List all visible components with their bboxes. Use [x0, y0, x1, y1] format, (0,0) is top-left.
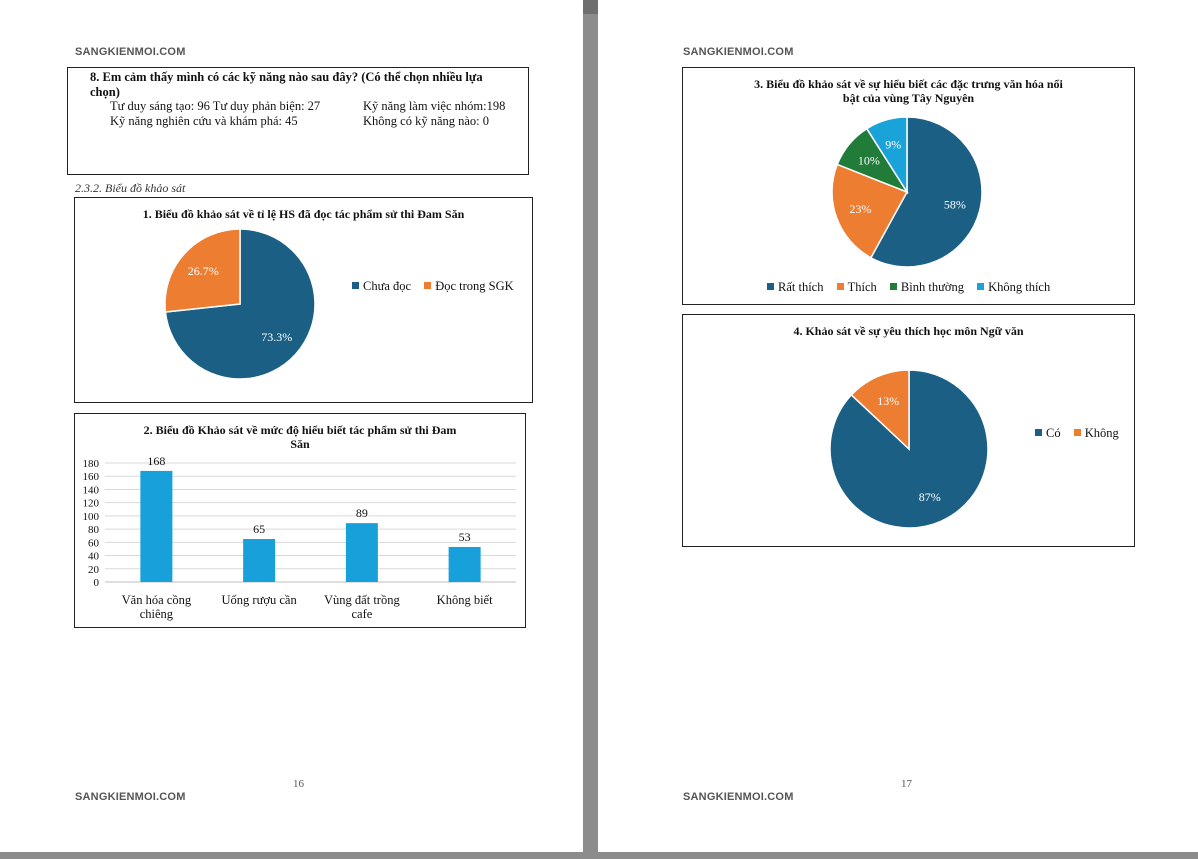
chart-2-category-label-0: chiêng	[139, 607, 174, 621]
chart-3-legend-label: Thích	[847, 280, 877, 294]
chart-1-legend-label: Đọc trong SGK	[435, 279, 514, 293]
legend-swatch	[424, 282, 431, 289]
chart-3-data-label-3: 9%	[885, 137, 902, 152]
chart-1-box	[74, 197, 533, 403]
chart-2-data-label-2: 89	[355, 506, 368, 521]
chart-2-data-label-1: 65	[253, 522, 266, 537]
chart-1-legend-item	[424, 279, 513, 293]
chart-2-bar-2	[346, 523, 378, 582]
chart-4-legend	[1035, 426, 1129, 441]
question-8-box	[67, 67, 529, 175]
chart-3-data-label-0: 58%	[943, 197, 966, 212]
chart-1-legend-label: Chưa đọc	[363, 279, 412, 293]
page-number: 17	[901, 778, 912, 790]
chart-2-y-tick-label: 0	[93, 577, 99, 589]
chart-2-title-line2: Săn	[290, 437, 310, 451]
page-number: 16	[293, 778, 304, 790]
chart-4-data-label-0: 87%	[918, 489, 941, 504]
legend-swatch	[1074, 429, 1081, 436]
question-8-answer-creative: Tư duy sáng tạo: 96 Tư duy phản biện: 27	[110, 99, 321, 113]
chart-2-category-label-3: Không biết	[436, 593, 493, 607]
chart-4-legend-item	[1035, 426, 1061, 440]
chart-2-category-label-2: Vùng đất trồng	[324, 593, 400, 607]
question-8-title: 8. Em cảm thấy mình có các kỹ năng nào sau đây? (Có thể chọn nhiều lựa chọn)	[90, 70, 483, 99]
legend-swatch	[1035, 429, 1042, 436]
site-label-header: SANGKIENMOI.COM	[75, 46, 186, 58]
chart-2-svg	[75, 414, 525, 627]
chart-2-y-tick-label: 180	[82, 458, 99, 470]
chart-2-bar-0	[140, 471, 172, 582]
chart-2-data-label-0: 168	[147, 453, 166, 468]
chart-1-data-label-1: 26.7%	[187, 263, 219, 278]
chart-1-legend	[352, 279, 524, 294]
chart-2-title-line1: 2. Biểu đồ Khảo sát về mức độ hiểu biết tác phẩm sử thi Đam	[143, 423, 457, 437]
chart-1-legend-item	[352, 279, 411, 293]
chart-3-title-line1: 3. Biểu đồ khảo sát về sự hiểu biết các đặc trưng văn hóa nổi	[754, 77, 1063, 91]
chart-3-svg	[683, 68, 1134, 304]
site-label-footer: SANGKIENMOI.COM	[75, 791, 186, 803]
chart-3-data-label-1: 23%	[849, 201, 872, 216]
chart-3-data-label-2: 10%	[857, 153, 880, 168]
chart-1-title: 1. Biểu đồ khảo sát về tỉ lệ HS đã đọc tác phẩm sử thi Đam Săn	[142, 207, 465, 221]
chart-4-data-label-1: 13%	[877, 394, 900, 409]
chart-4-box	[682, 314, 1135, 547]
chart-3-box	[682, 67, 1135, 305]
question-8-answer-teamwork: Kỹ năng làm việc nhóm:198	[363, 99, 506, 113]
chart-3-legend-item	[977, 280, 1050, 294]
chart-4-legend-label: Có	[1046, 426, 1061, 440]
chart-2-data-label-3: 53	[458, 529, 471, 544]
chart-2-y-tick-label: 140	[82, 484, 99, 497]
chart-3-legend-label: Rất thích	[778, 280, 824, 294]
chart-2-bar-1	[243, 539, 275, 582]
page-17	[598, 0, 1198, 852]
chart-2-bar-3	[449, 547, 481, 582]
legend-swatch	[977, 283, 984, 290]
chart-2-y-tick-label: 80	[88, 524, 99, 537]
chart-3-legend	[767, 280, 1060, 295]
legend-swatch	[352, 282, 359, 289]
chart-2-box	[74, 413, 526, 628]
site-label-header: SANGKIENMOI.COM	[683, 46, 794, 58]
chart-3-legend-item	[837, 280, 877, 294]
chart-4-title: 4. Khảo sát về sự yêu thích học môn Ngữ văn	[793, 324, 1024, 338]
legend-swatch	[767, 283, 774, 290]
chart-3-title-line2: bật của vùng Tây Nguyên	[842, 91, 975, 105]
chart-3-legend-item	[890, 280, 964, 294]
chart-3-legend-label: Bình thường	[900, 280, 964, 294]
chart-2-y-tick-label: 20	[88, 563, 99, 576]
chart-4-legend-label: Không	[1084, 426, 1119, 440]
chart-2-y-tick-label: 60	[88, 537, 99, 550]
chart-3-legend-item	[767, 280, 823, 294]
question-8-answer-research: Kỹ năng nghiên cứu và khám phá: 45	[110, 114, 298, 128]
chart-4-legend-item	[1074, 426, 1119, 440]
site-label-footer: SANGKIENMOI.COM	[683, 791, 794, 803]
chart-2-y-tick-label: 40	[88, 550, 99, 563]
chart-2-y-tick-label: 120	[82, 497, 99, 510]
chart-2-category-label-1: Uống rượu cần	[221, 593, 297, 607]
legend-swatch	[890, 283, 897, 290]
chart-1-data-label-0: 73.3%	[261, 330, 293, 345]
chart-1-svg	[75, 198, 532, 402]
chart-2-y-tick-label: 160	[82, 471, 99, 484]
chart-2-y-tick-label: 100	[82, 510, 99, 523]
chart-2-category-label-0: Văn hóa cồng	[121, 593, 192, 607]
legend-swatch	[837, 283, 844, 290]
section-heading: 2.3.2. Biểu đồ khảo sát	[75, 181, 186, 195]
page-16	[0, 0, 583, 852]
chart-3-legend-label: Không thích	[988, 280, 1051, 294]
question-8-answer-none: Không có kỹ năng nào: 0	[363, 114, 490, 128]
page-gutter	[583, 0, 598, 14]
chart-2-category-label-2: cafe	[351, 607, 373, 621]
